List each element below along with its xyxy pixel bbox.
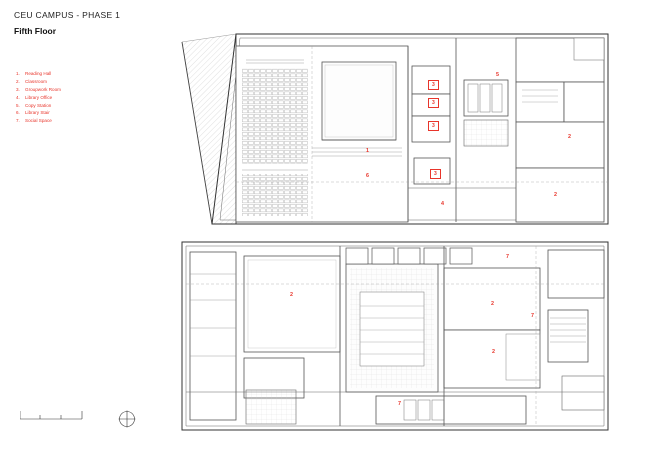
room-tag: 3 [430, 169, 441, 179]
legend-item [16, 109, 61, 117]
legend-item-label: Classroom [25, 78, 47, 84]
room-tag: 4 [441, 201, 444, 207]
legend-item-number: 6. [16, 110, 20, 116]
legend-item [16, 70, 61, 78]
room-tag: 2 [290, 292, 293, 298]
legend-item-number: 7. [16, 118, 20, 124]
legend-item-number: 2. [16, 78, 20, 84]
room-tag: 2 [492, 349, 495, 355]
floor-plan-drawing [176, 24, 636, 439]
legend-item [16, 86, 61, 94]
legend-item-label: Copy Station [25, 102, 52, 108]
legend-item-number: 4. [16, 94, 20, 100]
scale-bar [20, 410, 90, 429]
legend-item [16, 117, 61, 125]
room-tag: 3 [428, 121, 439, 131]
legend-item [16, 94, 61, 102]
room-tag: 3 [428, 98, 439, 108]
legend-item-label: Library Office [25, 94, 53, 100]
legend-item-label: Social Space [25, 118, 52, 124]
legend-item-label: Library Stair [25, 110, 50, 116]
room-legend [16, 70, 61, 125]
room-tag: 7 [398, 401, 401, 407]
legend-item [16, 102, 61, 110]
legend-item-label: Groupwork Room [25, 86, 61, 92]
floor-title: Fifth Floor [14, 26, 57, 36]
room-tag: 6 [366, 173, 369, 179]
legend-item-number: 5. [16, 102, 20, 108]
room-tag: 1 [366, 148, 369, 154]
room-tag: 3 [428, 80, 439, 90]
legend-item-label: Reading Hall [25, 71, 52, 76]
legend-item-number: 3. [16, 86, 20, 92]
legend-item-number: 1. [16, 71, 20, 76]
room-tag: 2 [568, 134, 571, 140]
project-title: CEU CAMPUS - PHASE 1 [14, 10, 121, 20]
room-tag: 5 [496, 72, 499, 78]
north-arrow-icon [116, 408, 138, 435]
room-tag: 7 [506, 254, 509, 260]
title-block [14, 10, 120, 36]
room-tag: 2 [491, 301, 494, 307]
room-tag: 7 [531, 313, 534, 319]
legend-item [16, 78, 61, 86]
room-tag: 2 [554, 192, 557, 198]
